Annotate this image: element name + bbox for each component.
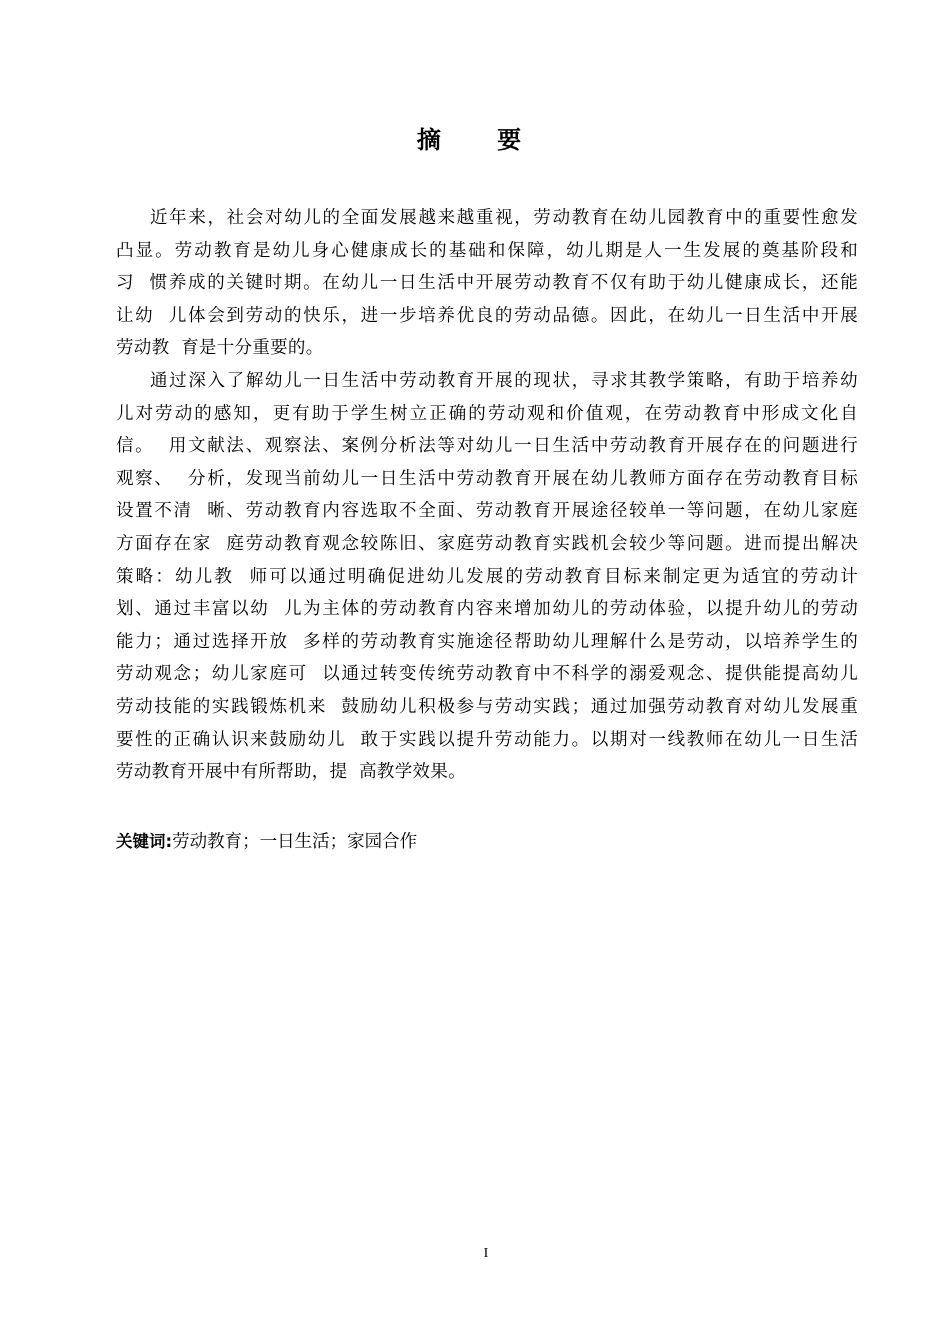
text-line: 能力；通过选择开放 多样的劳动教育实施途径帮助幼儿理解什么是劳动，以培养学生的 <box>116 631 858 652</box>
text-line: 策略：幼儿教 师可以通过明确促进幼儿发展的劳动教育目标来制定更为适宜的劳动计 <box>116 566 858 587</box>
text-line: 观察、 分析，发现当前幼儿一日生活中劳动教育开展在幼儿教师方面存在劳动教育目标 <box>116 468 858 489</box>
abstract-body <box>116 202 858 789</box>
text-line: 设置不清 晰、劳动教育内容选取不全面、劳动教育开展途径较单一等问题，在幼儿家庭 <box>116 501 858 522</box>
text-line: 儿对劳动的感知，更有助于学生树立正确的劳动观和价值观，在劳动教育中形成文化自 <box>116 403 858 424</box>
text-line: 通过深入了解幼儿一日生活中劳动教育开展的现状，寻求其教学策略，有助于培养幼 <box>150 370 858 391</box>
text-line: 近年来，社会对幼儿的全面发展越来越重视，劳动教育在幼儿园教育中的重要性愈发 <box>150 208 858 228</box>
text-line: 劳动观念；幼儿家庭可 以通过转变传统劳动教育中不科学的溺爱观念、提供能提高幼儿 <box>116 664 858 685</box>
abstract-paragraph-2 <box>116 365 858 789</box>
text-line: 习 惯养成的关键时期。在幼儿一日生活中开展劳动教育不仅有助于幼儿健康成长，还能 <box>116 273 858 294</box>
keywords <box>116 826 417 858</box>
keywords-value: 劳动教育；一日生活；家园合作 <box>172 832 418 852</box>
text-line: 方面存在家 庭劳动教育观念较陈旧、家庭劳动教育实践机会较少等问题。进而提出解决 <box>116 533 858 554</box>
text-line: 信。 用文献法、观察法、案例分析法等对幼儿一日生活中劳动教育开展存在的问题进行 <box>116 436 858 457</box>
text-line: 凸显。劳动教育是幼儿身心健康成长的基础和保障，幼儿期是人一生发展的奠基阶段和 <box>116 240 858 261</box>
text-line: 劳动教 育是十分重要的。 <box>116 338 324 359</box>
keywords-label: 关键词: <box>116 832 173 851</box>
abstract-paragraph-1 <box>116 202 858 365</box>
text-line: 要性的正确认识来鼓励幼儿 敢于实践以提升劳动能力。以期对一线教师在幼儿一日生活 <box>116 729 858 750</box>
text-line: 劳动技能的实践锻炼机来 鼓励幼儿积极参与劳动实践；通过加强劳动教育对幼儿发展重 <box>116 696 858 717</box>
text-line: 让幼 儿体会到劳动的快乐，进一步培养优良的劳动品德。因此，在幼儿一日生活中开展 <box>116 305 858 326</box>
text-line: 劳动教育开展中有所帮助，提 高教学效果。 <box>116 762 466 783</box>
page-title: 摘 要 <box>416 126 546 154</box>
text-line: 划、通过丰富以幼 儿为主体的劳动教育内容来增加幼儿的劳动体验，以提升幼儿的劳动 <box>116 599 858 620</box>
page-number: I <box>483 1246 489 1261</box>
